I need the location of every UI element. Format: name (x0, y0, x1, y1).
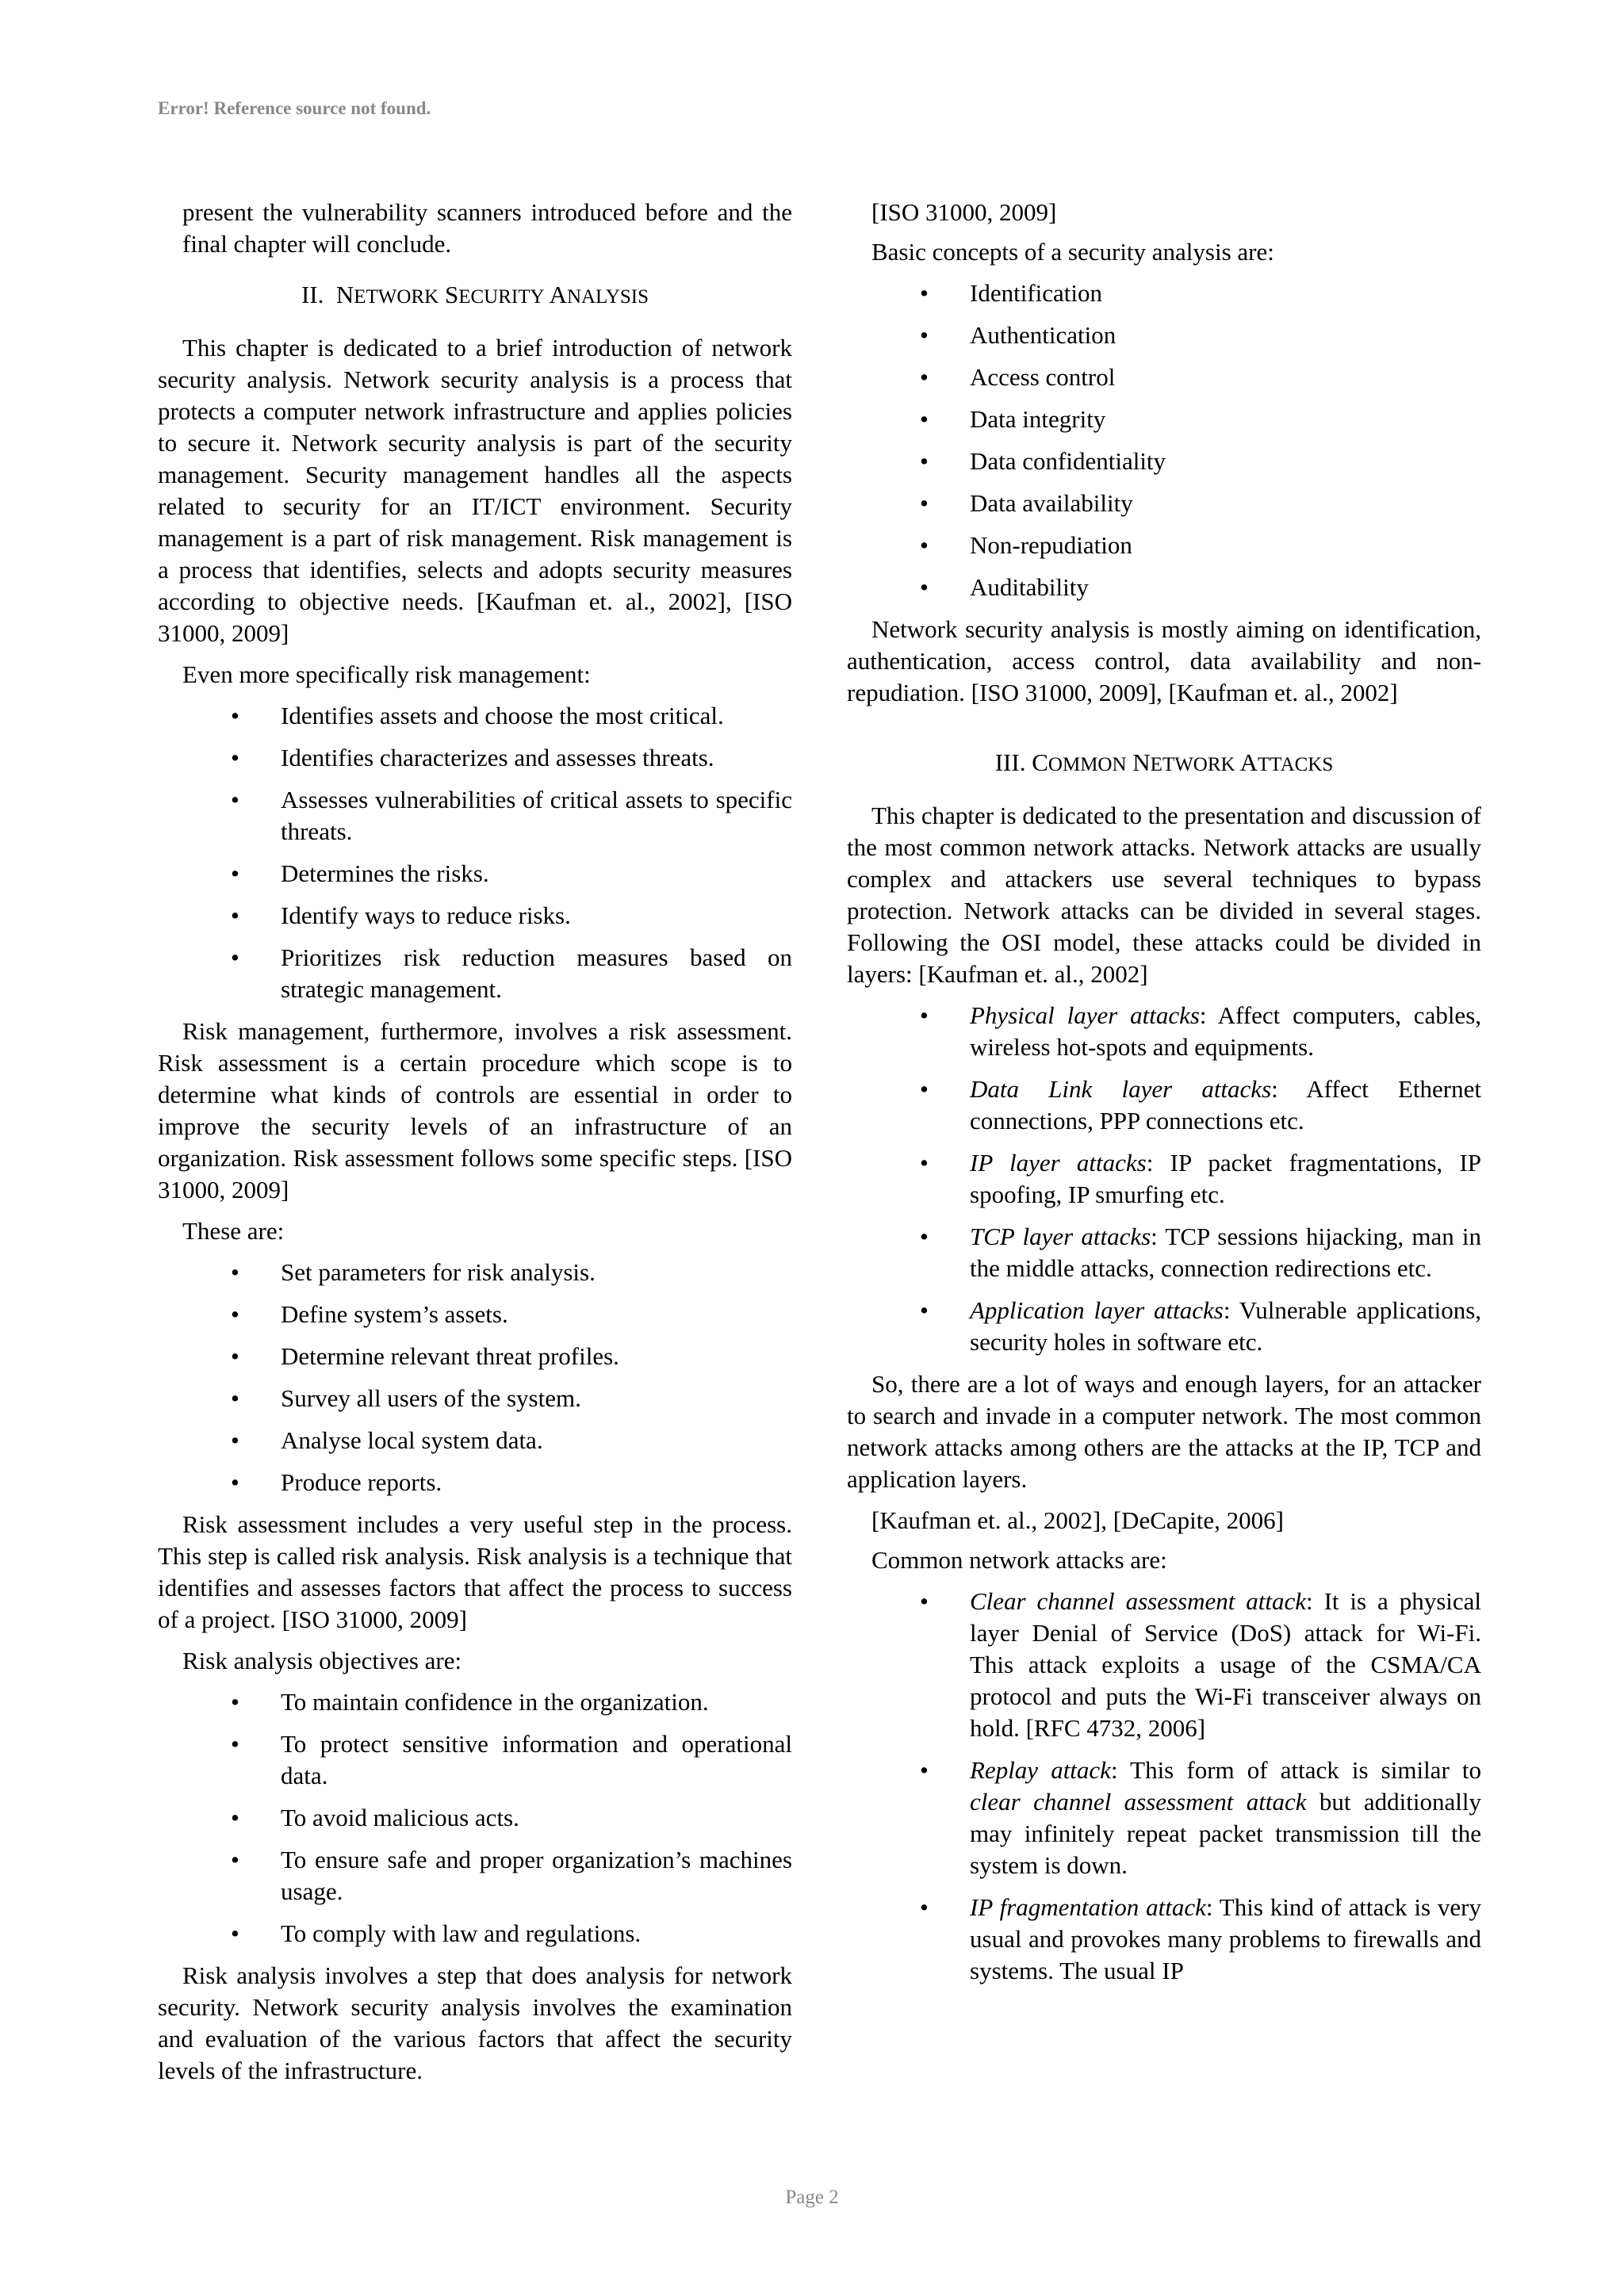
paragraph: Even more specifically risk management: (182, 660, 591, 688)
list-item: • Set parameters for risk analysis. (158, 1257, 792, 1288)
bullet-list (158, 1257, 792, 1498)
list-item: • Define system’s assets. (158, 1299, 792, 1330)
list-item: • Data Link layer attacks: Affect Ethernet connections, PPP connections etc. (847, 1073, 1481, 1137)
running-header: Error! Reference source not found. (158, 98, 431, 118)
left-column (158, 197, 792, 2096)
list-item: • Identify ways to reduce risks. (158, 900, 792, 932)
list-item: • Survey all users of the system. (158, 1383, 792, 1414)
bullet-list (847, 1586, 1481, 1987)
heading-word: ATTACKS (1239, 748, 1334, 776)
section-heading-2 (158, 279, 792, 313)
list-item: • Authentication (847, 320, 1481, 351)
page-number: Page 2 (785, 2187, 839, 2208)
paragraph: So, there are a lot of ways and enough layers, for an attacker to search and invade in a computer network. The most common network attacks among others are the attacks at the IP, TCP and application layers. (847, 1370, 1481, 1493)
bullet-list (847, 1000, 1481, 1358)
list-item: • Auditability (847, 572, 1481, 603)
paragraph: Basic concepts of a security analysis are: (871, 238, 1274, 266)
paragraph: Network security analysis is mostly aiming on identification, authentication, access control, data availability and non-repudiation. [ISO 31000, 2009], [Kaufman et. al., 2002] (847, 615, 1481, 706)
list-item: • Assesses vulnerabilities of critical assets to specific threats. (158, 784, 792, 848)
list-item: • IP layer attacks: IP packet fragmentations, IP spoofing, IP smurfing etc. (847, 1147, 1481, 1211)
list-item: • Determines the risks. (158, 858, 792, 890)
paragraph: Risk management, furthermore, involves a risk assessment. Risk assessment is a certain procedure which scope is to determine what kinds of controls are essential in order to improve the security levels of an infrastructure of an organization. Risk assessment follows some specific steps. [ISO 31000, 2009] (158, 1017, 792, 1203)
heading-word: NETWORK (1132, 748, 1235, 776)
list-item: • Data integrity (847, 404, 1481, 435)
list-item: • Access control (847, 362, 1481, 393)
paragraph: Risk assessment includes a very useful step in the process. This step is called risk analysis. Risk analysis is a technique that identifies and assesses factors that affect the process to success of a project. [ISO 31000, 2009] (158, 1510, 792, 1633)
paragraph: This chapter is dedicated to the presentation and discussion of the most common network attacks. Network attacks are usually complex and attackers use several techniques to bypass protection. Network attacks can be divided in several stages. Following the OSI model, these attacks could be divided in layers: [Kaufman et. al., 2002] (847, 802, 1481, 988)
heading-word: SECURITY (444, 281, 545, 308)
list-item: • Physical layer attacks: Affect computers, cables, wireless hot-spots and equipments. (847, 1000, 1481, 1063)
list-item: • Identifies assets and choose the most critical. (158, 700, 792, 732)
heading-word: COMMON (1032, 748, 1127, 776)
list-item: • Identifies characterizes and assesses threats. (158, 742, 792, 774)
heading-word: NETWORK (335, 281, 439, 308)
paragraph: Risk analysis involves a step that does analysis for network security. Network security analysis involves the examination and evaluation of the various factors that affect the security levels of the infrastructure. (158, 1961, 792, 2084)
list-item: • To avoid malicious acts. (158, 1802, 792, 1834)
bullet-list (158, 700, 792, 1005)
list-item: • Produce reports. (158, 1467, 792, 1498)
list-item: • To comply with law and regulations. (158, 1918, 792, 1950)
section-number: II. (301, 281, 324, 308)
list-item: • Data availability (847, 488, 1481, 519)
heading-word: ANALYSIS (549, 281, 649, 308)
list-item: • Data confidentiality (847, 446, 1481, 477)
right-column (847, 197, 1481, 1997)
section-number: III. (994, 748, 1026, 776)
paragraph: Common network attacks are: (871, 1546, 1167, 1574)
list-item: • Replay attack: This form of attack is similar to clear channel assessment attack but additionally may infinitely repeat packet transmission till the system is down. (847, 1755, 1481, 1881)
list-item: • Non-repudiation (847, 530, 1481, 561)
list-item: • Determine relevant threat profiles. (158, 1341, 792, 1372)
list-item: • Prioritizes risk reduction measures based on strategic management. (158, 942, 792, 1005)
paragraph: [Kaufman et. al., 2002], [DeCapite, 2006] (871, 1506, 1284, 1534)
list-item: • Analyse local system data. (158, 1425, 792, 1456)
list-item: • Clear channel assessment attack: It is a physical layer Denial of Service (DoS) attack for Wi-Fi. This attack exploits a usage of the CSMA/CA protocol and puts the Wi-Fi transceiver always on hold. [RFC 4732, 2006] (847, 1586, 1481, 1744)
list-item: • TCP layer attacks: TCP sessions hijacking, man in the middle attacks, connection redirections etc. (847, 1221, 1481, 1284)
bullet-list (847, 277, 1481, 603)
list-item: • To maintain confidence in the organization. (158, 1686, 792, 1718)
list-item: • IP fragmentation attack: This kind of attack is very usual and provokes many problems to firewalls and systems. The usual IP (847, 1892, 1481, 1987)
list-item: • Application layer attacks: Vulnerable applications, security holes in software etc. (847, 1295, 1481, 1358)
paragraph: These are: (182, 1217, 285, 1245)
section-heading-3 (847, 747, 1481, 781)
bullet-list (158, 1686, 792, 1950)
paragraph: This chapter is dedicated to a brief introduction of network security analysis. Network security analysis is a process that protects a computer network infrastructure and applies policies to secure it. Network security analysis is part of the security management. Security management handles all the aspects related to security for an IT/ICT environment. Security management is a part of risk management. Risk management is a process that identifies, selects and adopts security measures according to objective needs. [Kaufman et. al., 2002], [ISO 31000, 2009] (158, 334, 792, 647)
list-item: • To ensure safe and proper organization’s machines usage. (158, 1844, 792, 1908)
paragraph: present the vulnerability scanners introduced before and the final chapter will conclude. (182, 198, 792, 258)
paragraph: Risk analysis objectives are: (182, 1647, 462, 1674)
list-item: • Identification (847, 277, 1481, 309)
list-item: • To protect sensitive information and operational data. (158, 1728, 792, 1792)
paragraph: [ISO 31000, 2009] (871, 198, 1057, 226)
